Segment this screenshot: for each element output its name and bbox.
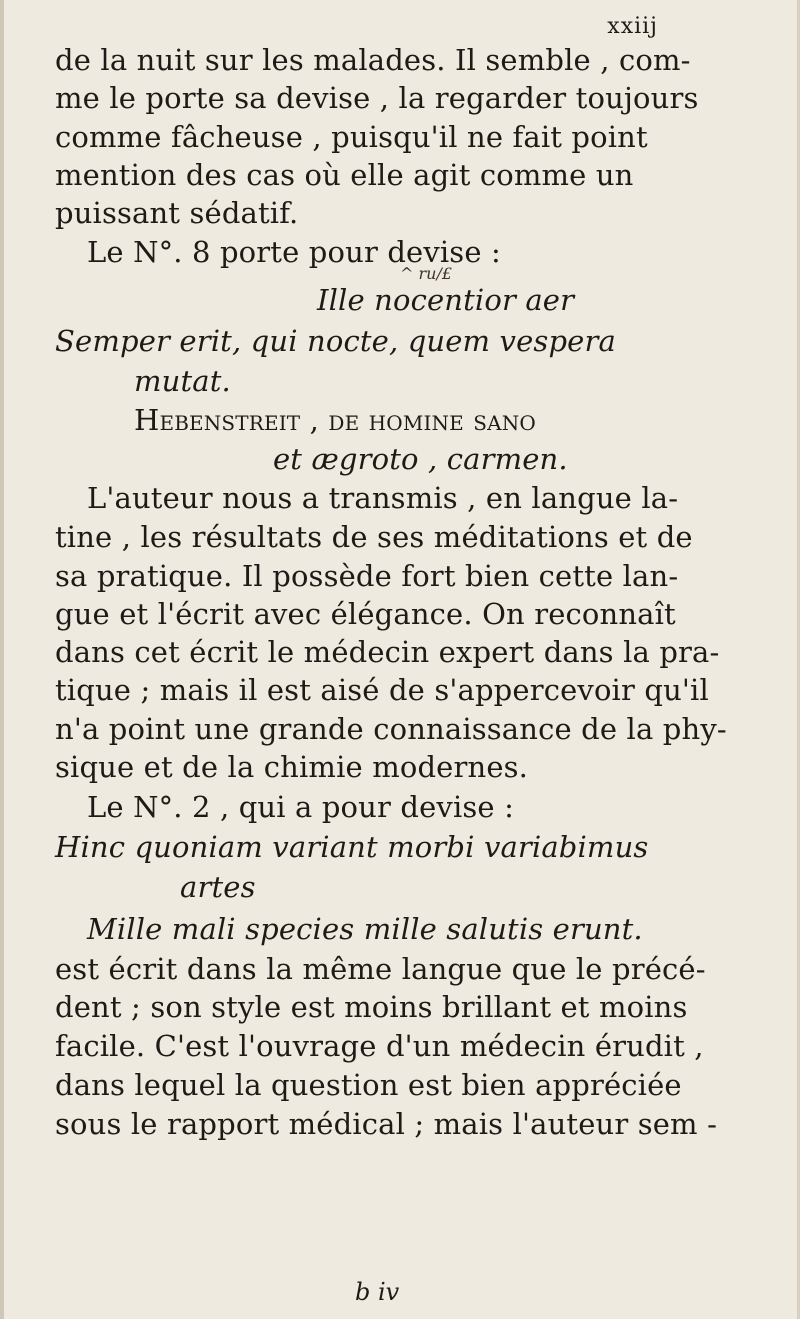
text-line-8: tine , les résultats de ses méditations et de: [55, 520, 693, 554]
text-line-16: est écrit dans la même langue que le précé-: [55, 952, 706, 986]
page-edge-shadow: [0, 0, 4, 1319]
motto-line-6: Mille mali species mille salutis erunt.: [87, 912, 643, 946]
citation-author-line: Hebenstreit , de homine sano: [134, 403, 536, 437]
text-line-4: mention des cas où elle agit comme un: [55, 158, 634, 192]
text-line-9: sa pratique. Il possède fort bien cette lan-: [55, 559, 679, 593]
text-line-10: gue et l'écrit avec élégance. On reconnaît: [55, 597, 676, 631]
text-line-18: facile. C'est l'ouvrage d'un médecin érudit ,: [55, 1029, 704, 1063]
text-line-3: comme fâcheuse , puisqu'il ne fait point: [55, 120, 648, 154]
text-line-1: de la nuit sur les malades. Il semble , com-: [55, 43, 691, 77]
text-line-12: tique ; mais il est aisé de s'appercevoir qu'il: [55, 673, 709, 707]
motto-line-1: Ille nocentior aer: [317, 283, 575, 317]
text-line-13: n'a point une grande connaissance de la phy-: [55, 712, 727, 746]
running-head-page-number: xxiij: [607, 14, 658, 39]
text-line-19: dans lequel la question est bien appréciée: [55, 1068, 682, 1102]
motto-line-2: Semper erit, qui nocte, quem vespera: [55, 324, 616, 358]
signature-mark: b iv: [355, 1278, 400, 1306]
text-line-15: Le N°. 2 , qui a pour devise :: [87, 790, 514, 824]
motto-line-4: Hinc quoniam variant morbi variabimus: [55, 830, 649, 864]
text-line-7: L'auteur nous a transmis , en langue la-: [87, 481, 679, 515]
text-line-2: me le porte sa devise , la regarder toujours: [55, 81, 699, 115]
text-line-5: puissant sédatif.: [55, 196, 299, 230]
text-line-6: Le N°. 8 porte pour devise :: [87, 235, 501, 269]
text-line-11: dans cet écrit le médecin expert dans la pra-: [55, 635, 720, 669]
text-line-14: sique et de la chimie modernes.: [55, 750, 529, 784]
text-line-17: dent ; son style est moins brillant et moins: [55, 990, 688, 1024]
citation-title-line: et ægroto , carmen.: [273, 442, 568, 476]
text-line-20: sous le rapport médical ; mais l'auteur sem -: [55, 1107, 718, 1141]
motto-line-5: artes: [180, 870, 256, 904]
handwritten-correction: ^ ru/£: [400, 264, 453, 283]
motto-line-3: mutat.: [134, 364, 231, 398]
